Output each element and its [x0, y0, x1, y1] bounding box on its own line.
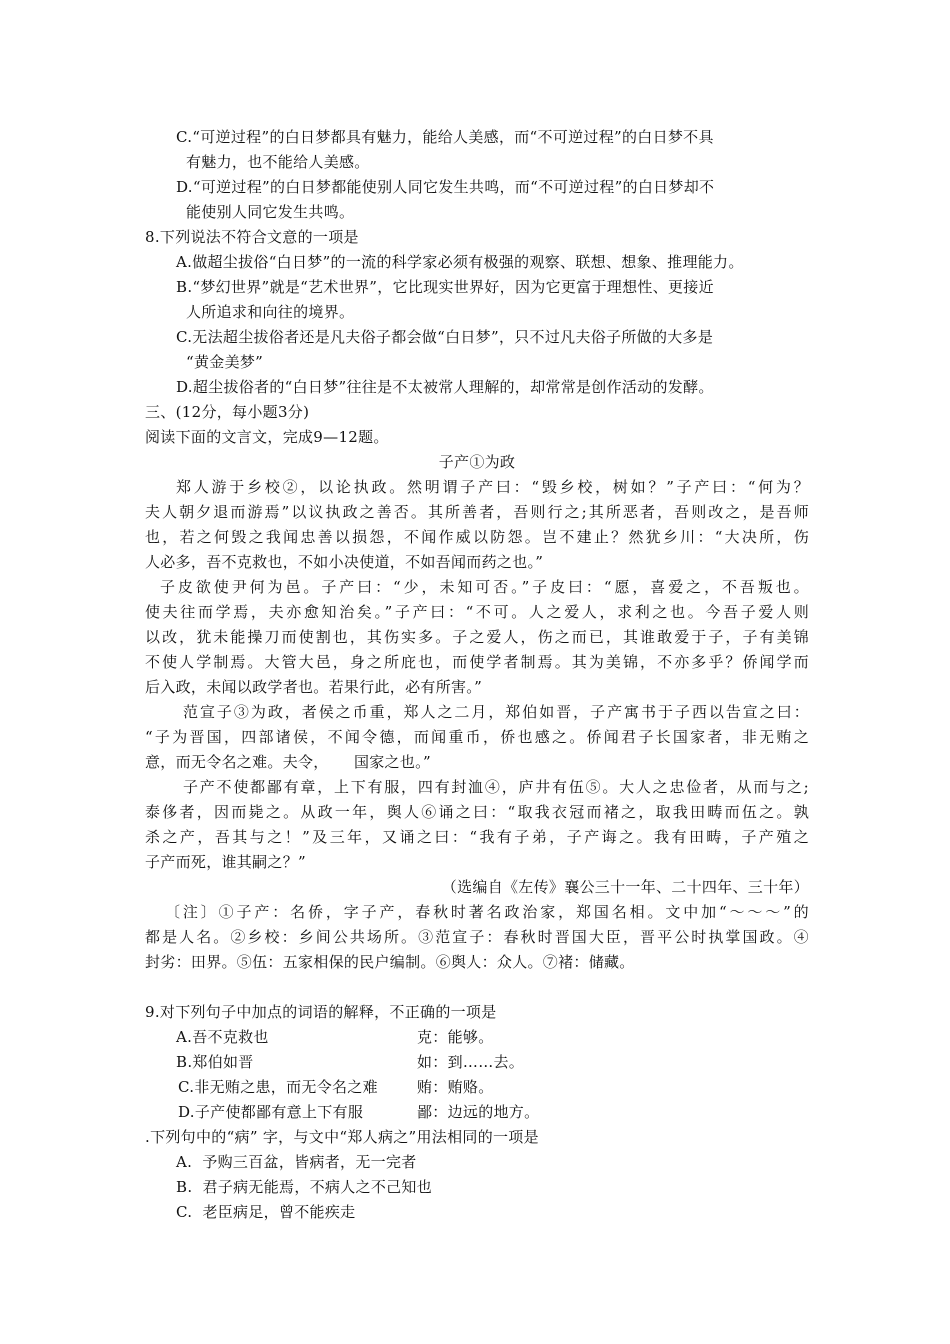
passage-p4-line: 杀之产，吾其与之！”及三年，又诵之曰：“我有子弟，子产诲之。我有田畴，子产殖之	[145, 828, 809, 846]
passage-p2-line: 子皮欲使尹何为邑。子产曰：“少，未知可否。”子皮曰：“愿，喜爱之，不吾叛也。	[160, 578, 809, 596]
passage-title: 子产①为政	[438, 453, 516, 471]
q9-option-gloss: 鄙：边远的地方。	[417, 1103, 540, 1121]
q9-stem: 9.对下列句子中加点的词语的解释，不正确的一项是	[145, 1003, 497, 1021]
q8-option-c-line1: C.无法超尘拔俗者还是凡夫俗子都会做“白日梦”，只不过凡夫俗子所做的大多是	[176, 328, 714, 346]
passage-p3-line: 范宣子③为政，者侯之币重，郑人之二月，郑伯如晋，子产寓书于子西以告宣之曰：	[183, 703, 809, 721]
passage-p1-line: 夫人朝夕退而游焉”以议执政之善否。其所善者，吾则行之;其所恶者，吾则改之，是吾师	[145, 503, 809, 521]
passage-p2-line: 以改，犹未能操刀而使割也，其伤实多。子之爱人，伤之而已，其谁敢爱于子，子有美锦	[145, 628, 809, 646]
q9-option-gloss: 如：到……去。	[417, 1053, 525, 1071]
passage-source: （选编自《左传》襄公三十一年、二十四年、三十年）	[441, 878, 809, 896]
q7-option-c-line1: C.“可逆过程”的白日梦都具有魅力，能给人美感，而“不可逆过程”的白日梦不具	[176, 128, 714, 146]
passage-p2-line: 使夫往而学焉，夫亦愈知治矣。”子产曰：“不可。人之爱人，求利之也。今吾子爱人则	[145, 603, 809, 621]
passage-p4-line: 子产而死，谁其嗣之？”	[145, 853, 306, 871]
passage-p1-line: 人必多，吾不克救也，不如小决使道，不如吾闻而药之也。”	[145, 553, 544, 571]
q9-option-gloss: 贿：贿赂。	[417, 1078, 494, 1096]
passage-p3-line: “子为晋国，四部诸侯，不闻令德，而闻重币，侨也感之。侨闻君子长国家者，非无贿之	[145, 728, 809, 746]
q9-option-sentence: C.非无贿之患，而无令名之难	[178, 1078, 378, 1096]
q10-option-b: B. 君子病无能焉，不病人之不己知也	[176, 1178, 433, 1196]
q9-option-sentence: D.子产使都鄙有意上下有服	[178, 1103, 364, 1121]
q8-stem: 8.下列说法不符合文意的一项是	[145, 228, 359, 246]
q9-option-b	[176, 1050, 254, 1074]
q9-option-a	[176, 1025, 269, 1049]
section-instruction: 阅读下面的文言文，完成9—12题。	[145, 428, 389, 446]
q9-option-gloss: 克：能够。	[417, 1028, 494, 1046]
q8-option-d: D.超尘拔俗者的“白日梦”往往是不太被常人理解的，却常常是创作活动的发酵。	[176, 378, 714, 396]
passage-note-line: 都是人名。②乡校：乡间公共场所。③范宣子：春秋时晋国大臣，晋平公时执掌国政。④	[145, 928, 809, 946]
passage-p3-line: 意，而无令名之难。夫令， 国家之也。”	[145, 753, 431, 771]
q8-option-a: A.做超尘拔俗“白日梦”的一流的科学家必须有极强的观察、联想、想象、推理能力。	[176, 253, 744, 271]
q9-option-c	[178, 1075, 378, 1099]
q10-option-c: C. 老臣病足，曾不能疾走	[176, 1203, 356, 1221]
passage-p4-line: 子产不使都鄙有章，上下有服，四有封洫④，庐井有伍⑤。大人之忠俭者，从而与之;	[183, 778, 809, 796]
q7-option-d-line1: D.“可逆过程”的白日梦都能使别人同它发生共鸣，而“不可逆过程”的白日梦却不	[176, 178, 715, 196]
q9-option-d	[178, 1100, 363, 1124]
q7-option-c-line2: 有魅力，也不能给人美感。	[186, 153, 370, 171]
passage-p1-line: 也，若之何毁之我闻忠善以损怨，不闻作威以防怨。岂不建止？然犹乡川：“大决所，伤	[145, 528, 809, 546]
q9-option-sentence: B.郑伯如晋	[176, 1053, 254, 1071]
passage-note-line: 封劣：田界。⑤伍：五家相保的民户编制。⑥舆人：众人。⑦褚：储藏。	[145, 953, 635, 971]
passage-p1-line: 郑人游于乡校②，以论执政。然明谓子产曰：“毁乡校，树如？”子产曰：“何为？	[176, 478, 809, 496]
passage-note-line: 〔注〕①子产：名侨，字子产，春秋时著名政治家，郑国名相。文中加“～～～”的	[165, 903, 809, 921]
section-heading: 三、(12分，每小题3分)	[145, 403, 310, 421]
q7-option-d-line2: 能使别人同它发生共鸣。	[186, 203, 355, 221]
q10-option-a: A. 予购三百盆，皆病者，无一完者	[176, 1153, 417, 1171]
passage-p2-line: 不使人学制焉。大管大邑，身之所庇也，而使学者制焉。其为美锦，不亦多乎？侨闻学而	[145, 653, 809, 671]
q9-option-sentence: A.吾不克救也	[176, 1028, 269, 1046]
passage-p2-line: 后入政，未闻以政学者也。若果行此，必有所害。”	[145, 678, 483, 696]
q8-option-b-line2: 人所追求和向往的境界。	[186, 303, 355, 321]
q10-stem: .下列句中的“病” 字，与文中“郑人病之”用法相同的一项是	[145, 1128, 539, 1146]
passage-p4-line: 泰侈者，因而毙之。从政一年，舆人⑥诵之曰：“取我衣冠而褚之，取我田畴而伍之。孰	[145, 803, 809, 821]
q8-option-b-line1: B.“梦幻世界”就是“艺术世界”，它比现实世界好，因为它更富于理想性、更接近	[176, 278, 714, 296]
q8-option-c-line2: “黄金美梦”	[186, 353, 264, 371]
